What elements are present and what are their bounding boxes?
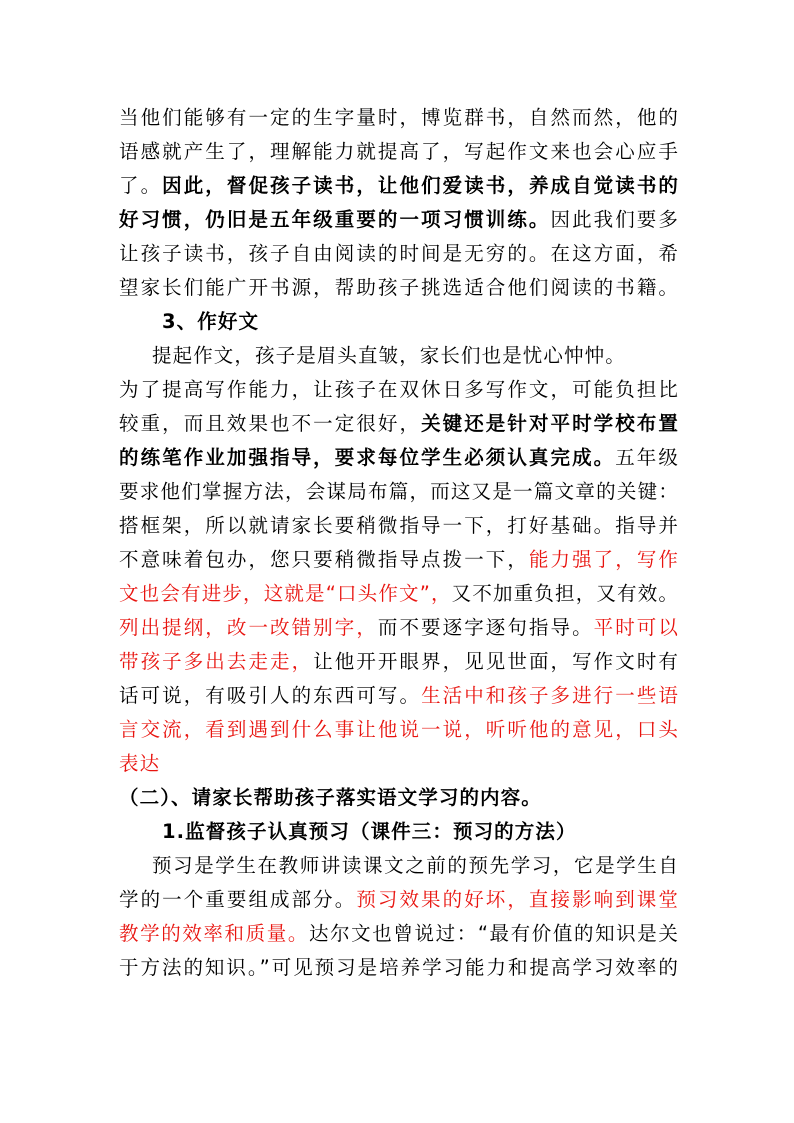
paragraph-line bbox=[119, 917, 679, 951]
paragraph-line bbox=[119, 679, 679, 713]
heading-text: （二）、请家长帮助孩子落实语文学习的内容。 bbox=[119, 786, 542, 809]
text-run: 搭框架，所以就请家长要稍微指导一下，打好基础。指导并 bbox=[119, 514, 679, 537]
red-text-run: 教学的效率和质量。 bbox=[119, 922, 309, 945]
paragraph-line bbox=[119, 237, 679, 271]
text-run: 了。 bbox=[119, 174, 163, 197]
paragraph-line bbox=[119, 169, 679, 203]
text-run: 当他们能够有一定的生字量时，博览群书，自然而然，他的 bbox=[119, 106, 679, 129]
text-run: 让他开开眼界，见见世面，写作文时有 bbox=[313, 650, 679, 673]
red-text-run: 能力强了，写作 bbox=[528, 548, 679, 571]
text-run: 提起作文，孩子是眉头直皱，家长们也是忧心忡忡。 bbox=[152, 344, 626, 367]
paragraph-line bbox=[119, 441, 679, 475]
section-heading bbox=[162, 305, 259, 339]
text-run: 预习是学生在教师讲读课文之前的预先学习，它是学生自 bbox=[152, 854, 679, 877]
text-run: 较重，而且效果也不一定很好， bbox=[119, 412, 422, 435]
text-run: 为了提高写作能力，让孩子在双休日多写作文，可能负担比 bbox=[119, 378, 679, 401]
text-run: 而不要逐字逐句指导。 bbox=[377, 616, 594, 639]
paragraph-line bbox=[119, 373, 679, 407]
paragraph-line bbox=[119, 611, 679, 645]
text-run: 让孩子读书，孩子自由阅读的时间是无穷的。在这方面，希 bbox=[119, 242, 679, 265]
paragraph-line bbox=[119, 951, 679, 985]
heading-text: 1.监督孩子认真预习（课件三：预习的方法） bbox=[162, 820, 577, 843]
text-run: 达尔文也曾说过：“最有价值的知识是关 bbox=[308, 922, 679, 945]
text-run: 语感就产生了，理解能力就提高了，写起作文来也会心应手 bbox=[119, 140, 679, 163]
paragraph-line bbox=[119, 407, 679, 441]
red-text-run: 言交流，看到遇到什么事让他说一说，听听他的意见，口头 bbox=[119, 718, 679, 741]
paragraph-line bbox=[152, 339, 626, 373]
paragraph-line bbox=[119, 713, 679, 747]
subsection-heading bbox=[162, 815, 577, 849]
text-run: 不意味着包办，您只要稍微指导点拨一下， bbox=[119, 548, 529, 571]
text-run: 五年级 bbox=[615, 446, 679, 469]
red-text-run: 预习效果的好坏，直接影响到课堂 bbox=[356, 888, 679, 911]
paragraph-line bbox=[119, 271, 679, 305]
text-run: 因此我们要多 bbox=[550, 208, 679, 231]
red-text-run: 列出提纲，改一改错别字， bbox=[119, 616, 378, 639]
paragraph-line bbox=[119, 509, 679, 543]
paragraph-line bbox=[119, 543, 679, 577]
paragraph-line bbox=[152, 849, 679, 883]
text-run: 于方法的知识。”可见预习是培养学习能力和提高学习效率的 bbox=[119, 956, 679, 979]
heading-text: 3、作好文 bbox=[162, 310, 260, 333]
text-run: 要求他们掌握方法，会谋局布篇，而这又是一篇文章的关键： bbox=[119, 480, 679, 503]
paragraph-line bbox=[119, 747, 160, 781]
bold-text-run: 关键还是针对平时学校布置 bbox=[421, 412, 679, 435]
red-text-run: 生活中和孩子多进行一些语 bbox=[421, 684, 679, 707]
paragraph-line bbox=[119, 101, 679, 135]
text-run: 学的一个重要组成部分。 bbox=[119, 888, 357, 911]
paragraph-line bbox=[119, 577, 679, 611]
text-run: 话可说，有吸引人的东西可写。 bbox=[119, 684, 422, 707]
red-text-run: 平时可以 bbox=[593, 616, 679, 639]
section-heading bbox=[119, 781, 542, 815]
paragraph-line bbox=[119, 645, 679, 679]
bold-text-run: 因此，督促孩子读书，让他们爱读书，养成自觉读书的 bbox=[162, 174, 679, 197]
text-run: 望家长们能广开书源，帮助孩子挑选适合他们阅读的书籍。 bbox=[119, 276, 679, 299]
paragraph-line bbox=[119, 883, 679, 917]
text-run: 又不加重负担，又有效。 bbox=[451, 582, 679, 605]
red-text-run: 带孩子多出去走走， bbox=[119, 650, 314, 673]
paragraph-line bbox=[119, 475, 679, 509]
bold-text-run: 的练笔作业加强指导，要求每位学生必须认真完成。 bbox=[119, 446, 616, 469]
red-text-run: 表达 bbox=[119, 752, 161, 775]
paragraph-line bbox=[119, 203, 679, 237]
red-text-run: 文也会有进步，这就是“口头作文”， bbox=[119, 582, 452, 605]
bold-text-run: 好习惯，仍旧是五年级重要的一项习惯训练。 bbox=[119, 208, 551, 231]
paragraph-line bbox=[119, 135, 679, 169]
